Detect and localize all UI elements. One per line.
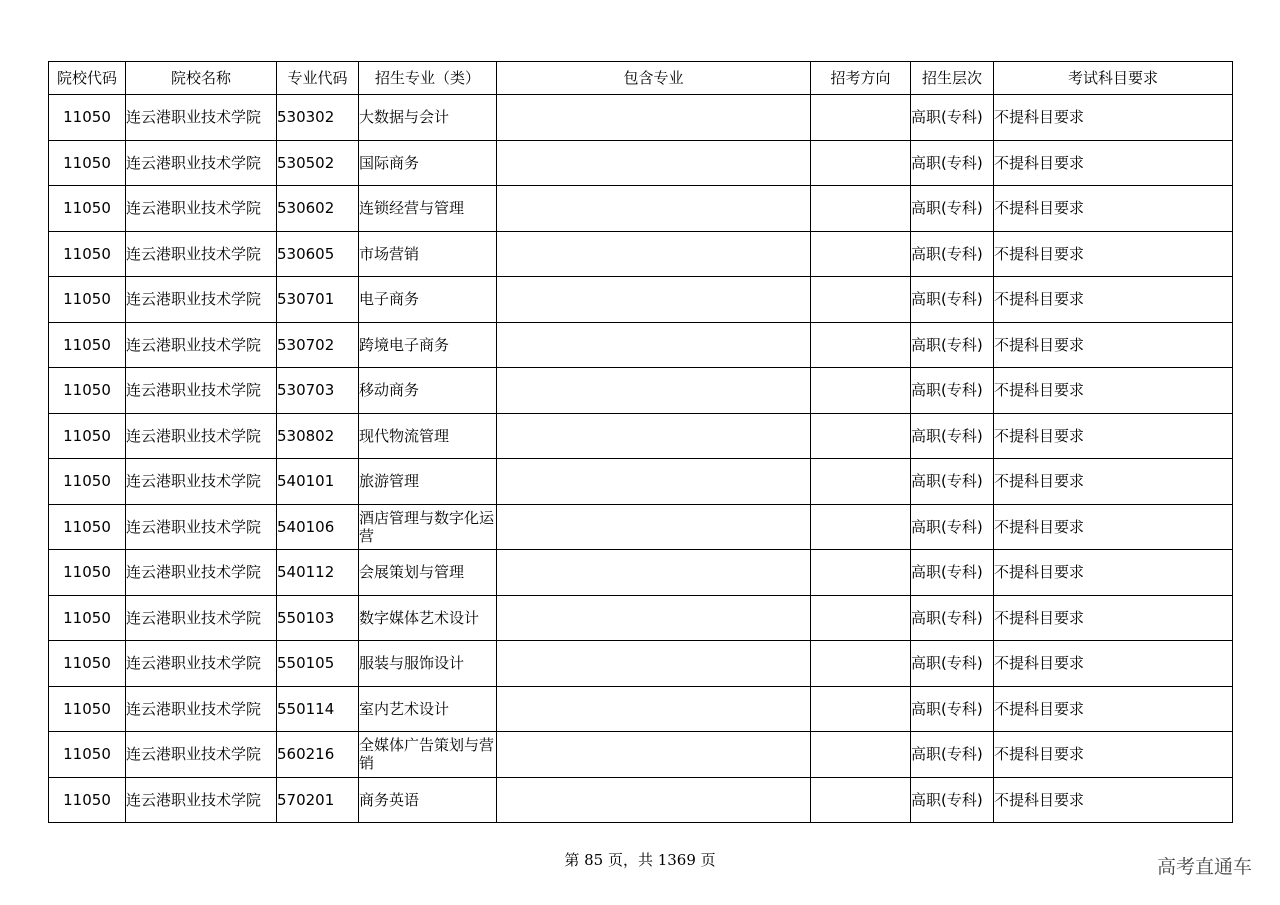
cell-major: 全媒体广告策划与营销 <box>359 732 497 778</box>
cell-major: 室内艺术设计 <box>359 686 497 732</box>
cell-school-name: 连云港职业技术学院 <box>126 641 277 687</box>
cell-major-code: 540112 <box>277 550 359 596</box>
cell-school-name: 连云港职业技术学院 <box>126 368 277 414</box>
cell-school-code: 11050 <box>49 595 126 641</box>
cell-included-majors <box>497 595 811 641</box>
cell-requirement: 不提科目要求 <box>994 641 1233 687</box>
cell-school-name: 连云港职业技术学院 <box>126 413 277 459</box>
cell-school-code: 11050 <box>49 413 126 459</box>
cell-requirement: 不提科目要求 <box>994 322 1233 368</box>
cell-direction <box>811 459 911 505</box>
cell-school-code: 11050 <box>49 459 126 505</box>
header-direction: 招考方向 <box>811 62 911 95</box>
cell-level: 高职(专科) <box>911 231 994 277</box>
cell-school-code: 11050 <box>49 368 126 414</box>
table-row <box>49 595 1233 641</box>
header-row <box>49 62 1233 95</box>
cell-school-code: 11050 <box>49 641 126 687</box>
cell-major-code: 530702 <box>277 322 359 368</box>
cell-direction <box>811 186 911 232</box>
cell-level: 高职(专科) <box>911 277 994 323</box>
cell-major: 电子商务 <box>359 277 497 323</box>
cell-requirement: 不提科目要求 <box>994 595 1233 641</box>
cell-level: 高职(专科) <box>911 641 994 687</box>
cell-school-name: 连云港职业技术学院 <box>126 595 277 641</box>
cell-included-majors <box>497 322 811 368</box>
cell-level: 高职(专科) <box>911 95 994 141</box>
cell-major-code: 540101 <box>277 459 359 505</box>
cell-school-name: 连云港职业技术学院 <box>126 504 277 550</box>
cell-major-code: 530302 <box>277 95 359 141</box>
table-row <box>49 504 1233 550</box>
cell-requirement: 不提科目要求 <box>994 732 1233 778</box>
cell-included-majors <box>497 732 811 778</box>
cell-included-majors <box>497 777 811 823</box>
cell-requirement: 不提科目要求 <box>994 504 1233 550</box>
cell-school-name: 连云港职业技术学院 <box>126 777 277 823</box>
cell-major: 大数据与会计 <box>359 95 497 141</box>
cell-school-name: 连云港职业技术学院 <box>126 686 277 732</box>
cell-major-code: 530602 <box>277 186 359 232</box>
table-row <box>49 413 1233 459</box>
cell-major-code: 530703 <box>277 368 359 414</box>
table-row <box>49 186 1233 232</box>
cell-direction <box>811 732 911 778</box>
cell-school-name: 连云港职业技术学院 <box>126 186 277 232</box>
cell-requirement: 不提科目要求 <box>994 686 1233 732</box>
watermark: 高考直通车 <box>1156 856 1252 878</box>
cell-direction <box>811 140 911 186</box>
cell-level: 高职(专科) <box>911 595 994 641</box>
table-row <box>49 277 1233 323</box>
cell-level: 高职(专科) <box>911 732 994 778</box>
cell-included-majors <box>497 231 811 277</box>
cell-included-majors <box>497 368 811 414</box>
cell-requirement: 不提科目要求 <box>994 95 1233 141</box>
cell-major-code: 550103 <box>277 595 359 641</box>
cell-level: 高职(专科) <box>911 686 994 732</box>
cell-major: 市场营销 <box>359 231 497 277</box>
cell-school-code: 11050 <box>49 140 126 186</box>
cell-school-name: 连云港职业技术学院 <box>126 277 277 323</box>
cell-included-majors <box>497 459 811 505</box>
cell-major: 商务英语 <box>359 777 497 823</box>
header-school-code: 院校代码 <box>49 62 126 95</box>
cell-included-majors <box>497 504 811 550</box>
cell-major: 连锁经营与管理 <box>359 186 497 232</box>
cell-major: 数字媒体艺术设计 <box>359 595 497 641</box>
cell-direction <box>811 550 911 596</box>
cell-school-code: 11050 <box>49 95 126 141</box>
cell-direction <box>811 413 911 459</box>
cell-school-code: 11050 <box>49 686 126 732</box>
cell-direction <box>811 231 911 277</box>
cell-requirement: 不提科目要求 <box>994 186 1233 232</box>
cell-major-code: 560216 <box>277 732 359 778</box>
cell-requirement: 不提科目要求 <box>994 413 1233 459</box>
cell-school-code: 11050 <box>49 732 126 778</box>
cell-included-majors <box>497 686 811 732</box>
table-row <box>49 686 1233 732</box>
cell-level: 高职(专科) <box>911 459 994 505</box>
table-row <box>49 732 1233 778</box>
cell-school-code: 11050 <box>49 777 126 823</box>
cell-major: 会展策划与管理 <box>359 550 497 596</box>
table-row <box>49 322 1233 368</box>
cell-school-code: 11050 <box>49 186 126 232</box>
cell-school-name: 连云港职业技术学院 <box>126 231 277 277</box>
cell-direction <box>811 686 911 732</box>
cell-direction <box>811 504 911 550</box>
cell-requirement: 不提科目要求 <box>994 231 1233 277</box>
cell-school-code: 11050 <box>49 322 126 368</box>
cell-major-code: 550114 <box>277 686 359 732</box>
cell-level: 高职(专科) <box>911 140 994 186</box>
cell-level: 高职(专科) <box>911 413 994 459</box>
header-school-name: 院校名称 <box>126 62 277 95</box>
cell-requirement: 不提科目要求 <box>994 277 1233 323</box>
table-row <box>49 368 1233 414</box>
cell-included-majors <box>497 277 811 323</box>
cell-level: 高职(专科) <box>911 550 994 596</box>
table-row <box>49 231 1233 277</box>
cell-included-majors <box>497 641 811 687</box>
cell-included-majors <box>497 550 811 596</box>
cell-direction <box>811 641 911 687</box>
cell-requirement: 不提科目要求 <box>994 550 1233 596</box>
cell-major: 旅游管理 <box>359 459 497 505</box>
cell-major: 跨境电子商务 <box>359 322 497 368</box>
cell-direction <box>811 277 911 323</box>
cell-major-code: 530605 <box>277 231 359 277</box>
cell-included-majors <box>497 140 811 186</box>
cell-direction <box>811 368 911 414</box>
cell-school-name: 连云港职业技术学院 <box>126 459 277 505</box>
cell-school-name: 连云港职业技术学院 <box>126 732 277 778</box>
cell-level: 高职(专科) <box>911 368 994 414</box>
cell-major-code: 540106 <box>277 504 359 550</box>
admissions-table <box>48 61 1233 823</box>
cell-major-code: 530701 <box>277 277 359 323</box>
header-requirement: 考试科目要求 <box>994 62 1233 95</box>
table-row <box>49 140 1233 186</box>
cell-major: 酒店管理与数字化运营 <box>359 504 497 550</box>
cell-major: 服装与服饰设计 <box>359 641 497 687</box>
cell-major: 现代物流管理 <box>359 413 497 459</box>
cell-school-code: 11050 <box>49 277 126 323</box>
page-number: 第 85 页，共 1369 页 <box>564 851 716 869</box>
cell-school-name: 连云港职业技术学院 <box>126 322 277 368</box>
cell-major-code: 530802 <box>277 413 359 459</box>
cell-level: 高职(专科) <box>911 777 994 823</box>
header-major-code: 专业代码 <box>277 62 359 95</box>
cell-school-name: 连云港职业技术学院 <box>126 550 277 596</box>
cell-direction <box>811 95 911 141</box>
table-row <box>49 777 1233 823</box>
cell-major: 移动商务 <box>359 368 497 414</box>
cell-requirement: 不提科目要求 <box>994 777 1233 823</box>
cell-requirement: 不提科目要求 <box>994 140 1233 186</box>
cell-requirement: 不提科目要求 <box>994 368 1233 414</box>
cell-major-code: 550105 <box>277 641 359 687</box>
cell-included-majors <box>497 413 811 459</box>
cell-school-code: 11050 <box>49 231 126 277</box>
cell-school-name: 连云港职业技术学院 <box>126 140 277 186</box>
cell-included-majors <box>497 186 811 232</box>
table-row <box>49 459 1233 505</box>
header-major: 招生专业（类） <box>359 62 497 95</box>
cell-major-code: 570201 <box>277 777 359 823</box>
cell-requirement: 不提科目要求 <box>994 459 1233 505</box>
cell-level: 高职(专科) <box>911 504 994 550</box>
cell-direction <box>811 777 911 823</box>
cell-major-code: 530502 <box>277 140 359 186</box>
table-row <box>49 95 1233 141</box>
cell-school-code: 11050 <box>49 504 126 550</box>
cell-level: 高职(专科) <box>911 186 994 232</box>
cell-level: 高职(专科) <box>911 322 994 368</box>
cell-included-majors <box>497 95 811 141</box>
table-row <box>49 641 1233 687</box>
cell-direction <box>811 595 911 641</box>
cell-direction <box>811 322 911 368</box>
header-level: 招生层次 <box>911 62 994 95</box>
header-included-majors: 包含专业 <box>497 62 811 95</box>
table-row <box>49 550 1233 596</box>
cell-major: 国际商务 <box>359 140 497 186</box>
cell-school-name: 连云港职业技术学院 <box>126 95 277 141</box>
cell-school-code: 11050 <box>49 550 126 596</box>
